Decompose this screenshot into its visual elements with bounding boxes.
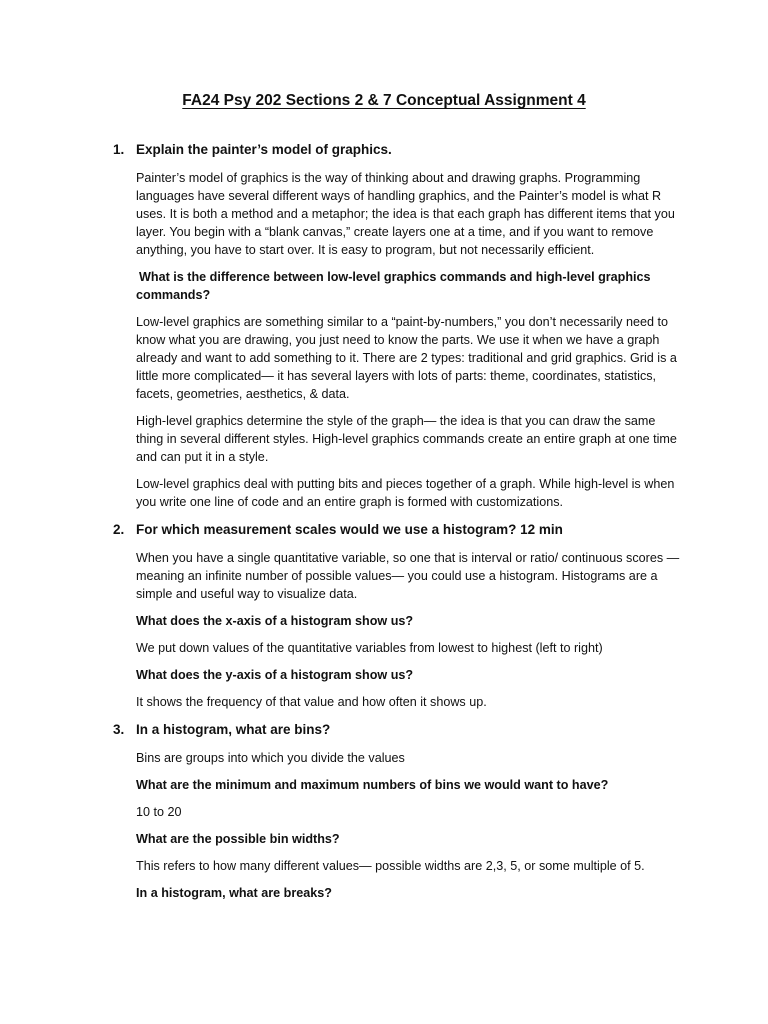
question-1 <box>113 140 683 160</box>
question-1-text: Explain the painter’s model of graphics. <box>136 142 392 157</box>
question-2-answer: When you have a single quantitative variable, so one that is interval or ratio/ continuous scores — meaning an infinite number of possible values— you could use a histogram. Histograms are a simple and useful way to visualize data. <box>136 551 680 601</box>
question-1-number: 1. <box>113 142 125 157</box>
question-2-subquestion-1: What does the x-axis of a histogram show us? <box>136 614 414 628</box>
question-1-subanswer-3: Low-level graphics deal with putting bits and pieces together of a graph. While high-level is when you write one line of code and an entire graph is formed with customizations. <box>136 477 675 509</box>
question-3-number: 3. <box>113 722 125 737</box>
question-3-text: In a histogram, what are bins? <box>136 722 331 737</box>
document-body <box>113 140 683 911</box>
question-3-answers <box>136 749 683 902</box>
question-2-subquestion-2: What does the y-axis of a histogram show us? <box>136 668 414 682</box>
question-2 <box>113 520 683 540</box>
question-2-subanswer-2: It shows the frequency of that value and how often it shows up. <box>136 695 487 709</box>
question-2-number: 2. <box>113 522 125 537</box>
question-3-subanswer-1: 10 to 20 <box>136 805 182 819</box>
question-2-text: For which measurement scales would we use a histogram? 12 min <box>136 522 563 537</box>
question-1-subanswer-2: High-level graphics determine the style of the graph— the idea is that you can draw the same thing in several different styles. High-level graphics commands create an entire graph at one time and can put it in a style. <box>136 414 677 464</box>
question-1-subquestion: What is the difference between low-level graphics commands and high-level graphics commands? <box>136 270 651 302</box>
question-3-subanswer-2: This refers to how many different values— possible widths are 2,3, 5, or some multiple of 5. <box>136 859 645 873</box>
question-3-subquestion-1: What are the minimum and maximum numbers of bins we would want to have? <box>136 778 609 792</box>
question-1-answers <box>136 169 683 511</box>
question-3-subquestion-3: In a histogram, what are breaks? <box>136 886 332 900</box>
document-title: FA24 Psy 202 Sections 2 & 7 Conceptual Assignment 4 <box>182 92 586 109</box>
question-3-subquestion-2: What are the possible bin widths? <box>136 832 340 846</box>
question-3 <box>113 720 683 740</box>
question-3-answer: Bins are groups into which you divide the values <box>136 751 405 765</box>
question-1-answer: Painter’s model of graphics is the way of thinking about and drawing graphs. Programming languages have several different ways of handling graphics, and the Painter’s model is what R uses. It is both a method and a metaphor; the idea is that each graph has different items that you layer. You begin with a “blank canvas,” create layers one at a time, and if you want to remove anything, you have to start over. It is easy to program, but not necessarily efficient. <box>136 171 675 257</box>
question-1-subanswer-1: Low-level graphics are something similar to a “paint-by-numbers,” you don’t necessarily need to know what you are drawing, you just need to know the parts. We use it when we have a graph already and want to add something to it. There are 2 types: traditional and grid graphics. Grid is a little more complicated— it has several layers with lots of parts: theme, coordinates, statistics, facets, geometries, aesthetics, & data. <box>136 315 677 401</box>
question-2-answers <box>136 549 683 711</box>
question-2-subanswer-1: We put down values of the quantitative variables from lowest to highest (left to right) <box>136 641 603 655</box>
